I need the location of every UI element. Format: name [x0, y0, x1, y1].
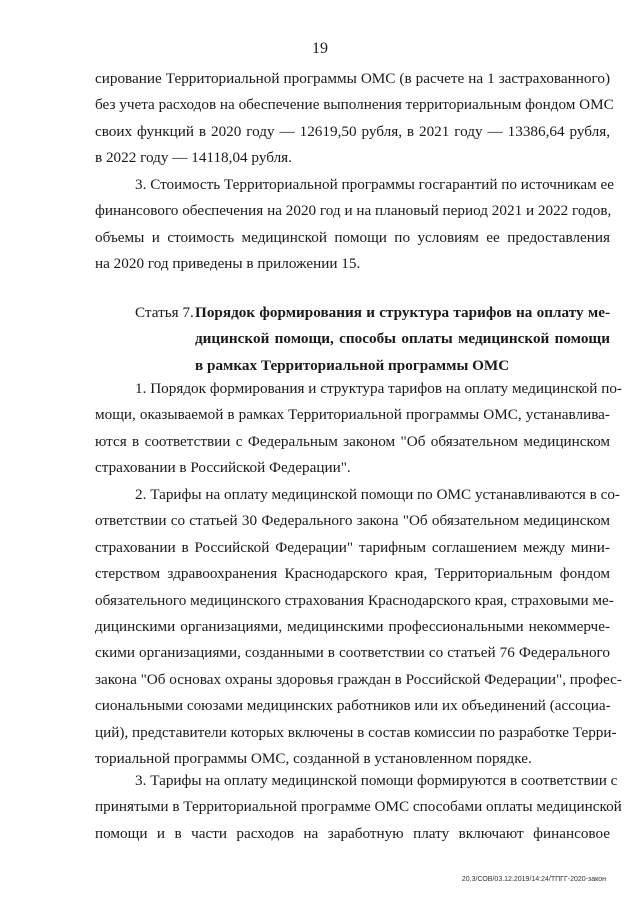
- text-line: страховании в Российской Федерации" тарифным соглашением между мини-: [95, 538, 610, 556]
- text-line: скими организациями, созданными в соответствии со статьей 76 Федерального: [95, 644, 610, 662]
- article-label: Статья 7.: [135, 304, 194, 321]
- text-line: 3. Стоимость Территориальной программы госгарантий по источникам ее: [135, 176, 614, 193]
- text-line: без учета расходов на обеспечение выполнения территориальным фондом ОМС: [95, 96, 614, 114]
- text-line: сиональными союзами медицинских работников или их объединений (ассоциа-: [95, 697, 611, 715]
- text-line: закона "Об основах охраны здоровья граждан в Российской Федерации", профес-: [95, 670, 622, 688]
- paragraph-tariff-agreement: [95, 482, 622, 772]
- text-line: мощи, оказываемой в рамках Территориальной программы ОМС, устанавлива-: [95, 406, 610, 424]
- text-line: стерством здравоохранения Краснодарского края, Территориальным фондом: [95, 565, 610, 583]
- text-line: финансового обеспечения на 2020 год и на плановый период 2021 и 2022 годов,: [95, 202, 612, 220]
- text-line: ответствии со статьей 30 Федерального закона "Об обязательном медицинском: [95, 512, 610, 530]
- text-line: принятыми в Территориальной программе ОМС способами оплаты медицинской: [95, 798, 622, 816]
- text-line: ются в соответствии с Федеральным законом "Об обязательном медицинском: [95, 432, 610, 450]
- text-line: помощи и в части расходов на заработную плату включают финансовое: [95, 824, 610, 842]
- text-line: в 2022 году — 14118,04 рубля.: [95, 149, 292, 167]
- text-line: обязательного медицинского страхования Краснодарского края, страховыми ме-: [95, 591, 614, 609]
- text-line: на 2020 год приведены в приложении 15.: [95, 255, 361, 273]
- paragraph-tariff-procedure: [95, 376, 622, 482]
- article-heading-row: [135, 326, 610, 352]
- page-number: 19: [312, 40, 328, 57]
- text-line: сирование Территориальной программы ОМС (в расчете на 1 застрахованного): [95, 70, 610, 87]
- article-title-line: Порядок формирования и структура тарифов на оплату ме-: [195, 304, 610, 321]
- text-line: страховании в Российской Федерации".: [95, 459, 351, 477]
- paragraph-program-cost: [95, 172, 614, 278]
- document-footer-code: 20.3/СОВ/03.12.2019/14:24/ТПГГ-2020-закон: [461, 876, 606, 883]
- text-line: своих функций в 2020 году — 12619,50 рубля, в 2021 году — 13386,64 рубля,: [95, 122, 610, 140]
- paragraph-tariff-formation: [95, 768, 622, 847]
- article-title-line: в рамках Территориальной программы ОМС: [195, 356, 510, 374]
- text-line: ториальной программы ОМС, созданной в установленном порядке.: [95, 749, 532, 767]
- text-line: ций), представители которых включены в состав комиссии по разработке Терри-: [95, 723, 617, 741]
- article-heading-row: [135, 300, 610, 326]
- text-line: объемы и стоимость медицинской помощи по условиям ее предоставления: [95, 228, 610, 246]
- article-heading: [135, 300, 610, 379]
- article-title-line: дицинской помощи, способы оплаты медицинской помощи: [195, 330, 610, 348]
- text-line: дицинскими организациями, медицинскими профессиональными некоммерче-: [95, 617, 610, 635]
- text-line: 3. Тарифы на оплату медицинской помощи формируются в соответствии с: [135, 772, 618, 789]
- text-line: 2. Тарифы на оплату медицинской помощи по ОМС устанавливаются в со-: [135, 486, 620, 503]
- paragraph-per-capita-continuation: [95, 66, 614, 172]
- text-line: 1. Порядок формирования и структура тарифов на оплату медицинской по-: [135, 380, 622, 397]
